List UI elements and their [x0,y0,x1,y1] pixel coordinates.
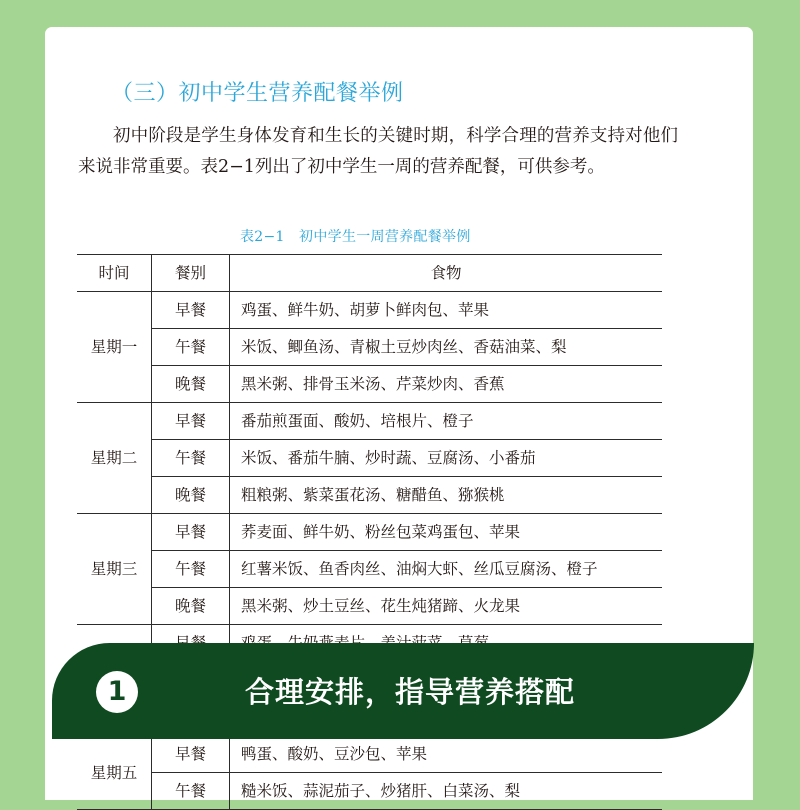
table-row [77,366,662,403]
header-food: 食物 [230,255,663,292]
table-row [77,292,662,329]
day-cell: 星期三 [77,514,152,625]
food-cell: 糙米饭、蒜泥茄子、炒猪肝、白菜汤、梨 [230,773,663,810]
food-cell: 荞麦面、鲜牛奶、粉丝包菜鸡蛋包、苹果 [230,514,663,551]
meal-cell: 晚餐 [152,366,230,403]
meal-cell: 早餐 [152,403,230,440]
table-row [77,477,662,514]
table-row [77,403,662,440]
food-cell: 鸡蛋、鲜牛奶、胡萝卜鲜肉包、苹果 [230,292,663,329]
intro-paragraph: 初中阶段是学生身体发育和生长的关键时期，科学合理的营养支持对他们来说非常重要。表2−1列出了初中学生一周的营养配餐，可供参考。 [78,126,678,177]
meal-cell: 午餐 [152,551,230,588]
meal-cell: 晚餐 [152,588,230,625]
table-row [77,773,662,810]
banner-title: 合理安排，指导营养搭配 [245,675,576,709]
food-cell: 红薯米饭、鱼香肉丝、油焖大虾、丝瓜豆腐汤、橙子 [230,551,663,588]
meal-cell: 午餐 [152,773,230,810]
day-cell: 星期一 [77,292,152,403]
meal-cell: 午餐 [152,440,230,477]
food-cell: 番茄煎蛋面、酸奶、培根片、橙子 [230,403,663,440]
table-row [77,440,662,477]
table-row [77,514,662,551]
food-cell: 粗粮粥、紫菜蛋花汤、糖醋鱼、猕猴桃 [230,477,663,514]
food-cell: 米饭、鲫鱼汤、青椒土豆炒肉丝、香菇油菜、梨 [230,329,663,366]
table-caption: 表2−1 初中学生一周营养配餐举例 [240,229,471,245]
header-time: 时间 [77,255,152,292]
day-cell: 星期五 [77,736,152,810]
section-heading: （三）初中学生营养配餐举例 [111,81,404,106]
meal-cell: 早餐 [152,292,230,329]
food-cell: 黑米粥、排骨玉米汤、芹菜炒肉、香蕉 [230,366,663,403]
table-header-row [77,255,662,292]
food-cell: 黑米粥、炒土豆丝、花生炖猪蹄、火龙果 [230,588,663,625]
meal-cell: 早餐 [152,514,230,551]
header-meal: 餐别 [152,255,230,292]
food-cell: 米饭、番茄牛腩、炒时蔬、豆腐汤、小番茄 [230,440,663,477]
table-row [77,736,662,773]
table-row [77,329,662,366]
table-row [77,588,662,625]
meal-cell: 早餐 [152,736,230,773]
meal-cell: 晚餐 [152,477,230,514]
table-row [77,551,662,588]
day-cell: 星期二 [77,403,152,514]
step-number-badge: 1 [96,671,138,713]
meal-cell: 午餐 [152,329,230,366]
food-cell: 鸭蛋、酸奶、豆沙包、苹果 [230,736,663,773]
